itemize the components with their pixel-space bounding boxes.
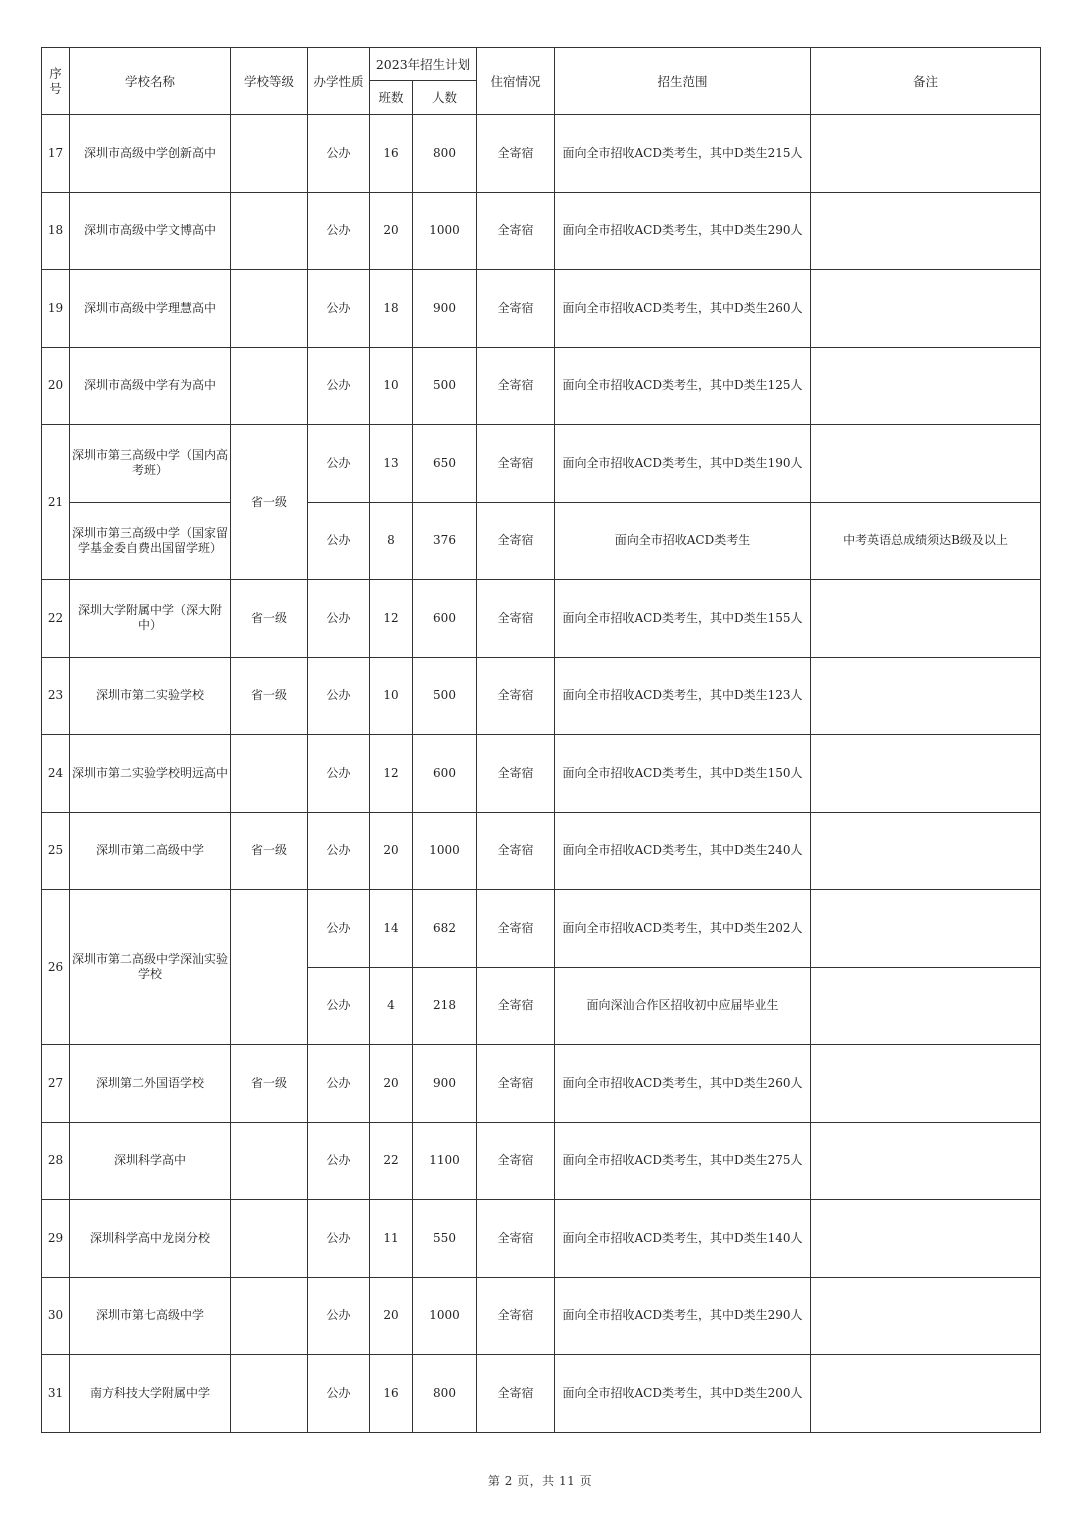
table-row	[42, 115, 1041, 193]
seq-cell: 22	[42, 580, 70, 658]
scope-cell: 面向全市招收ACD类考生，其中D类生123人	[555, 657, 811, 735]
table-row	[42, 1277, 1041, 1355]
lodging-cell: 全寄宿	[477, 270, 555, 348]
header-people: 人数	[413, 81, 477, 115]
lodging-cell: 全寄宿	[477, 1045, 555, 1123]
note-cell: 中考英语总成绩须达B级及以上	[811, 502, 1041, 580]
classes-cell: 14	[370, 890, 413, 968]
table-row	[42, 890, 1041, 968]
lodging-cell: 全寄宿	[477, 1355, 555, 1433]
school-name-cell: 南方科技大学附属中学	[70, 1355, 231, 1433]
nature-cell: 公办	[308, 1122, 370, 1200]
seq-cell: 30	[42, 1277, 70, 1355]
scope-cell: 面向全市招收ACD类考生，其中D类生140人	[555, 1200, 811, 1278]
seq-cell: 27	[42, 1045, 70, 1123]
level-cell: 省一级	[231, 657, 308, 735]
lodging-cell: 全寄宿	[477, 1122, 555, 1200]
note-cell	[811, 347, 1041, 425]
classes-cell: 16	[370, 115, 413, 193]
scope-cell: 面向全市招收ACD类考生，其中D类生290人	[555, 1277, 811, 1355]
level-cell	[231, 1355, 308, 1433]
people-cell: 550	[413, 1200, 477, 1278]
people-cell: 1100	[413, 1122, 477, 1200]
school-name-cell: 深圳市第三高级中学（国家留学基金委自费出国留学班）	[70, 502, 231, 580]
scope-cell: 面向全市招收ACD类考生，其中D类生260人	[555, 1045, 811, 1123]
seq-cell: 18	[42, 192, 70, 270]
people-cell: 682	[413, 890, 477, 968]
note-cell	[811, 735, 1041, 813]
nature-cell: 公办	[308, 1200, 370, 1278]
school-name-cell: 深圳市第二实验学校明远高中	[70, 735, 231, 813]
nature-cell: 公办	[308, 192, 370, 270]
level-cell: 省一级	[231, 812, 308, 890]
school-name-cell: 深圳科学高中	[70, 1122, 231, 1200]
classes-cell: 18	[370, 270, 413, 348]
page-footer: 第 2 页，共 11 页	[487, 1474, 593, 1488]
level-cell	[231, 735, 308, 813]
table-row	[42, 657, 1041, 735]
note-cell	[811, 890, 1041, 968]
seq-cell: 17	[42, 115, 70, 193]
note-cell	[811, 192, 1041, 270]
school-name-cell: 深圳市第二高级中学深汕实验学校	[70, 890, 231, 1045]
classes-cell: 8	[370, 502, 413, 580]
school-name-cell: 深圳市第三高级中学（国内高考班）	[70, 425, 231, 503]
school-name-cell: 深圳市第二高级中学	[70, 812, 231, 890]
scope-cell: 面向全市招收ACD类考生，其中D类生155人	[555, 580, 811, 658]
note-cell	[811, 657, 1041, 735]
people-cell: 600	[413, 580, 477, 658]
table-row	[42, 1122, 1041, 1200]
note-cell	[811, 1122, 1041, 1200]
nature-cell: 公办	[308, 967, 370, 1045]
lodging-cell: 全寄宿	[477, 890, 555, 968]
header-scope: 招生范围	[555, 48, 811, 115]
people-cell: 900	[413, 270, 477, 348]
nature-cell: 公办	[308, 735, 370, 813]
lodging-cell: 全寄宿	[477, 812, 555, 890]
level-cell	[231, 1122, 308, 1200]
school-name-cell: 深圳市第二实验学校	[70, 657, 231, 735]
classes-cell: 20	[370, 192, 413, 270]
scope-cell: 面向全市招收ACD类考生，其中D类生260人	[555, 270, 811, 348]
scope-cell: 面向全市招收ACD类考生，其中D类生200人	[555, 1355, 811, 1433]
scope-cell: 面向全市招收ACD类考生，其中D类生275人	[555, 1122, 811, 1200]
classes-cell: 16	[370, 1355, 413, 1433]
classes-cell: 22	[370, 1122, 413, 1200]
school-name-cell: 深圳市第七高级中学	[70, 1277, 231, 1355]
lodging-cell: 全寄宿	[477, 735, 555, 813]
seq-cell: 31	[42, 1355, 70, 1433]
level-cell	[231, 347, 308, 425]
lodging-cell: 全寄宿	[477, 1277, 555, 1355]
nature-cell: 公办	[308, 270, 370, 348]
people-cell: 1000	[413, 1277, 477, 1355]
table-row	[42, 192, 1041, 270]
people-cell: 1000	[413, 812, 477, 890]
people-cell: 218	[413, 967, 477, 1045]
people-cell: 1000	[413, 192, 477, 270]
header-classes: 班数	[370, 81, 413, 115]
nature-cell: 公办	[308, 115, 370, 193]
classes-cell: 12	[370, 580, 413, 658]
header-school-name: 学校名称	[70, 48, 231, 115]
scope-cell: 面向全市招收ACD类考生	[555, 502, 811, 580]
nature-cell: 公办	[308, 502, 370, 580]
lodging-cell: 全寄宿	[477, 347, 555, 425]
scope-cell: 面向深汕合作区招收初中应届毕业生	[555, 967, 811, 1045]
seq-cell: 25	[42, 812, 70, 890]
note-cell	[811, 1200, 1041, 1278]
nature-cell: 公办	[308, 1045, 370, 1123]
level-cell	[231, 890, 308, 1045]
classes-cell: 20	[370, 812, 413, 890]
people-cell: 900	[413, 1045, 477, 1123]
note-cell	[811, 425, 1041, 503]
nature-cell: 公办	[308, 657, 370, 735]
lodging-cell: 全寄宿	[477, 1200, 555, 1278]
seq-cell: 19	[42, 270, 70, 348]
classes-cell: 12	[370, 735, 413, 813]
header-note: 备注	[811, 48, 1041, 115]
table-row	[42, 1355, 1041, 1433]
header-lodging: 住宿情况	[477, 48, 555, 115]
note-cell	[811, 580, 1041, 658]
lodging-cell: 全寄宿	[477, 192, 555, 270]
school-name-cell: 深圳市高级中学文博高中	[70, 192, 231, 270]
note-cell	[811, 1045, 1041, 1123]
people-cell: 800	[413, 115, 477, 193]
scope-cell: 面向全市招收ACD类考生，其中D类生290人	[555, 192, 811, 270]
people-cell: 600	[413, 735, 477, 813]
level-cell	[231, 1200, 308, 1278]
note-cell	[811, 270, 1041, 348]
scope-cell: 面向全市招收ACD类考生，其中D类生215人	[555, 115, 811, 193]
nature-cell: 公办	[308, 1277, 370, 1355]
enrollment-plan-table	[41, 47, 1041, 1433]
nature-cell: 公办	[308, 1355, 370, 1433]
seq-cell: 26	[42, 890, 70, 1045]
lodging-cell: 全寄宿	[477, 115, 555, 193]
lodging-cell: 全寄宿	[477, 967, 555, 1045]
seq-cell: 23	[42, 657, 70, 735]
scope-cell: 面向全市招收ACD类考生，其中D类生202人	[555, 890, 811, 968]
people-cell: 800	[413, 1355, 477, 1433]
seq-cell: 29	[42, 1200, 70, 1278]
classes-cell: 20	[370, 1045, 413, 1123]
school-name-cell: 深圳市高级中学创新高中	[70, 115, 231, 193]
seq-cell: 21	[42, 425, 70, 580]
header-school-nature: 办学性质	[308, 48, 370, 115]
lodging-cell: 全寄宿	[477, 657, 555, 735]
lodging-cell: 全寄宿	[477, 502, 555, 580]
note-cell	[811, 812, 1041, 890]
note-cell	[811, 1355, 1041, 1433]
lodging-cell: 全寄宿	[477, 580, 555, 658]
table-row	[42, 812, 1041, 890]
table-row	[42, 735, 1041, 813]
scope-cell: 面向全市招收ACD类考生，其中D类生190人	[555, 425, 811, 503]
header-enrollment-plan: 2023年招生计划	[370, 48, 477, 81]
table-row	[42, 425, 1041, 503]
seq-cell: 28	[42, 1122, 70, 1200]
scope-cell: 面向全市招收ACD类考生，其中D类生240人	[555, 812, 811, 890]
level-cell: 省一级	[231, 1045, 308, 1123]
level-cell	[231, 1277, 308, 1355]
scope-cell: 面向全市招收ACD类考生，其中D类生125人	[555, 347, 811, 425]
table-row	[42, 502, 1041, 580]
table-row	[42, 1200, 1041, 1278]
nature-cell: 公办	[308, 425, 370, 503]
level-cell	[231, 115, 308, 193]
nature-cell: 公办	[308, 347, 370, 425]
classes-cell: 4	[370, 967, 413, 1045]
school-name-cell: 深圳第二外国语学校	[70, 1045, 231, 1123]
school-name-cell: 深圳科学高中龙岗分校	[70, 1200, 231, 1278]
level-cell	[231, 270, 308, 348]
nature-cell: 公办	[308, 890, 370, 968]
table-row	[42, 580, 1041, 658]
header-school-level: 学校等级	[231, 48, 308, 115]
scope-cell: 面向全市招收ACD类考生，其中D类生150人	[555, 735, 811, 813]
nature-cell: 公办	[308, 580, 370, 658]
level-cell	[231, 192, 308, 270]
level-cell: 省一级	[231, 580, 308, 658]
people-cell: 650	[413, 425, 477, 503]
table-row	[42, 347, 1041, 425]
classes-cell: 13	[370, 425, 413, 503]
table-row	[42, 270, 1041, 348]
lodging-cell: 全寄宿	[477, 425, 555, 503]
seq-cell: 24	[42, 735, 70, 813]
classes-cell: 10	[370, 347, 413, 425]
classes-cell: 10	[370, 657, 413, 735]
classes-cell: 20	[370, 1277, 413, 1355]
seq-cell: 20	[42, 347, 70, 425]
classes-cell: 11	[370, 1200, 413, 1278]
people-cell: 500	[413, 347, 477, 425]
people-cell: 500	[413, 657, 477, 735]
school-name-cell: 深圳市高级中学理慧高中	[70, 270, 231, 348]
school-name-cell: 深圳大学附属中学（深大附中）	[70, 580, 231, 658]
table-row	[42, 1045, 1041, 1123]
people-cell: 376	[413, 502, 477, 580]
note-cell	[811, 115, 1041, 193]
school-name-cell: 深圳市高级中学有为高中	[70, 347, 231, 425]
note-cell	[811, 967, 1041, 1045]
level-cell: 省一级	[231, 425, 308, 580]
note-cell	[811, 1277, 1041, 1355]
nature-cell: 公办	[308, 812, 370, 890]
header-seq: 序号	[42, 48, 70, 115]
